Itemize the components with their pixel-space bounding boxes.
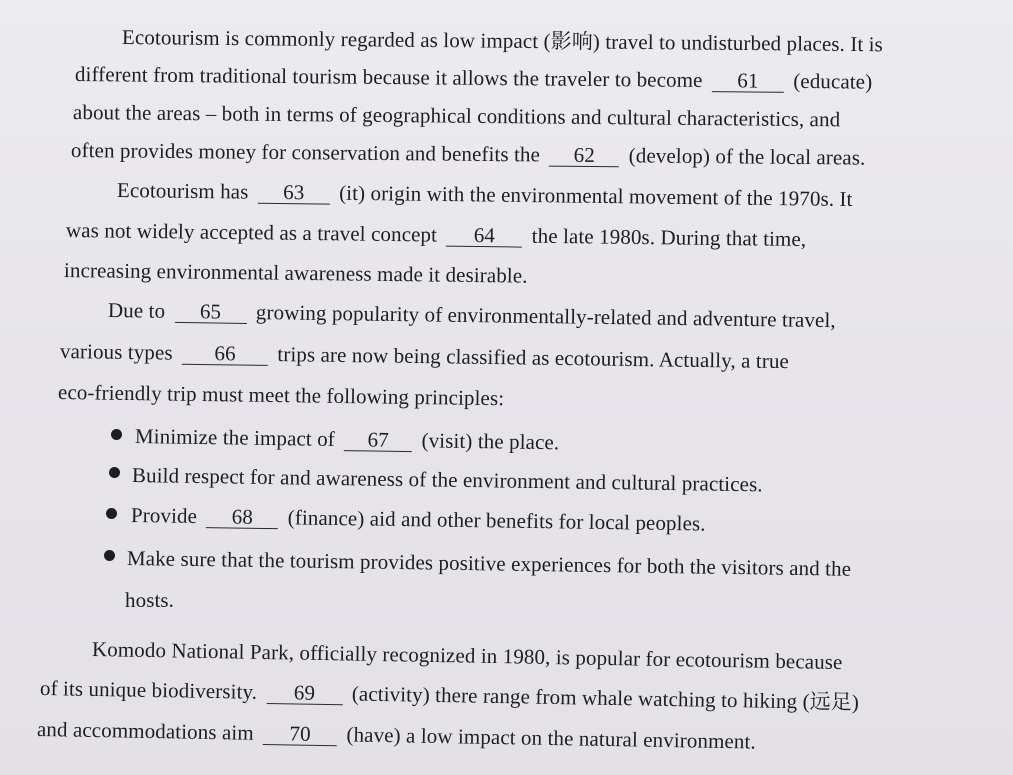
blank-64: 64 [446, 224, 522, 248]
principle-item-4-text: Make sure that the tourism provides positive experiences for both the visitors and the [126, 546, 852, 581]
paragraph1-line4-hint: (develop) of the local areas. [628, 143, 866, 170]
paragraph3-line1-text: Due to [107, 298, 166, 323]
paragraph1-line1-text: Ecotourism is commonly regarded as low impact (影响) travel to undisturbed places. It is [121, 25, 884, 57]
paragraph4-line3 [37, 715, 756, 756]
blank-67: 67 [344, 428, 412, 452]
blank-63: 63 [258, 181, 330, 205]
paragraph2-line3-text: increasing environmental awareness made it desirable. [63, 258, 528, 288]
paragraph2-line2 [66, 216, 807, 253]
paragraph1-line1 [122, 23, 883, 58]
paragraph4-line2 [40, 674, 859, 716]
bullet-dot-3 [106, 508, 117, 519]
paragraph3-line2 [60, 337, 789, 375]
paragraph3-line1-after: growing popularity of environmentally-related and adventure travel, [255, 300, 836, 333]
paragraph4-line1 [92, 635, 843, 676]
paragraph4-line3-text: and accommodations aim [36, 717, 254, 745]
principle-item-3 [131, 501, 706, 538]
blank-70: 70 [263, 722, 337, 746]
paragraph2-line2-text: was not widely accepted as a travel concept [65, 218, 438, 247]
paragraph3-line2-after: trips are now being classified as ecotourism. Actually, a true [277, 342, 790, 374]
blank-61: 61 [712, 69, 784, 93]
principle-item-3-hint: (finance) aid and other benefits for local peoples. [287, 505, 706, 536]
paragraph1-line4-text: often provides money for conservation and benefits the [70, 138, 541, 167]
principle-item-3-text: Provide [130, 503, 198, 528]
principle-item-1-hint: (visit) the place. [421, 428, 560, 455]
principle-item-4-continuation: hosts. [125, 588, 175, 612]
bullet-dot-4 [104, 550, 115, 561]
blank-65: 65 [174, 300, 246, 324]
paragraph2-line1-text: Ecotourism has [116, 178, 249, 204]
paragraph4-line2-text: of its unique biodiversity. [39, 676, 258, 704]
paragraph2-line2-after: the late 1980s. During that time, [531, 223, 807, 252]
principle-item-2-text: Build respect for and awareness of the environment and cultural practices. [131, 463, 763, 497]
paragraph2-line1-hint: (it) origin with the environmental movement of the 1970s. It [339, 180, 853, 211]
paragraph3-line2-text: various types [59, 339, 173, 365]
paragraph1-line2-hint: (educate) [793, 68, 873, 94]
bullet-dot-1 [111, 429, 122, 440]
paragraph1-line3 [73, 98, 841, 133]
principle-item-1 [135, 422, 560, 456]
paragraph3-line1 [108, 296, 836, 334]
paragraph3-line3 [58, 378, 505, 412]
paragraph4-line3-hint: (have) a low impact on the natural environment. [346, 722, 757, 754]
paragraph1-line4 [71, 136, 866, 172]
blank-66: 66 [182, 342, 268, 366]
paragraph1-line2-text: different from traditional tourism because it allows the traveler to become [74, 62, 703, 93]
paragraph1-line2 [75, 60, 873, 96]
paragraph4-line2-hint: (activity) there range from whale watching to hiking (远足) [351, 681, 860, 715]
principle-item-2 [132, 461, 763, 498]
bullet-dot-2 [109, 467, 120, 478]
paragraph3-line3-text: eco-friendly trip must meet the following principles: [57, 380, 505, 411]
blank-68: 68 [206, 505, 278, 529]
blank-62: 62 [549, 144, 619, 168]
paragraph2-line3 [64, 256, 528, 290]
principle-item-4-line1 [127, 544, 852, 583]
paragraph2-line1 [117, 176, 853, 213]
blank-69: 69 [266, 681, 342, 705]
paragraph4-line1-text: Komodo National Park, officially recognized in 1980, is popular for ecotourism because [91, 637, 843, 675]
paragraph1-line3-text: about the areas – both in terms of geographical conditions and cultural characteristics, and [72, 100, 841, 132]
principle-item-1-text: Minimize the impact of [134, 424, 336, 451]
principle-item-4-line2 [125, 586, 174, 614]
